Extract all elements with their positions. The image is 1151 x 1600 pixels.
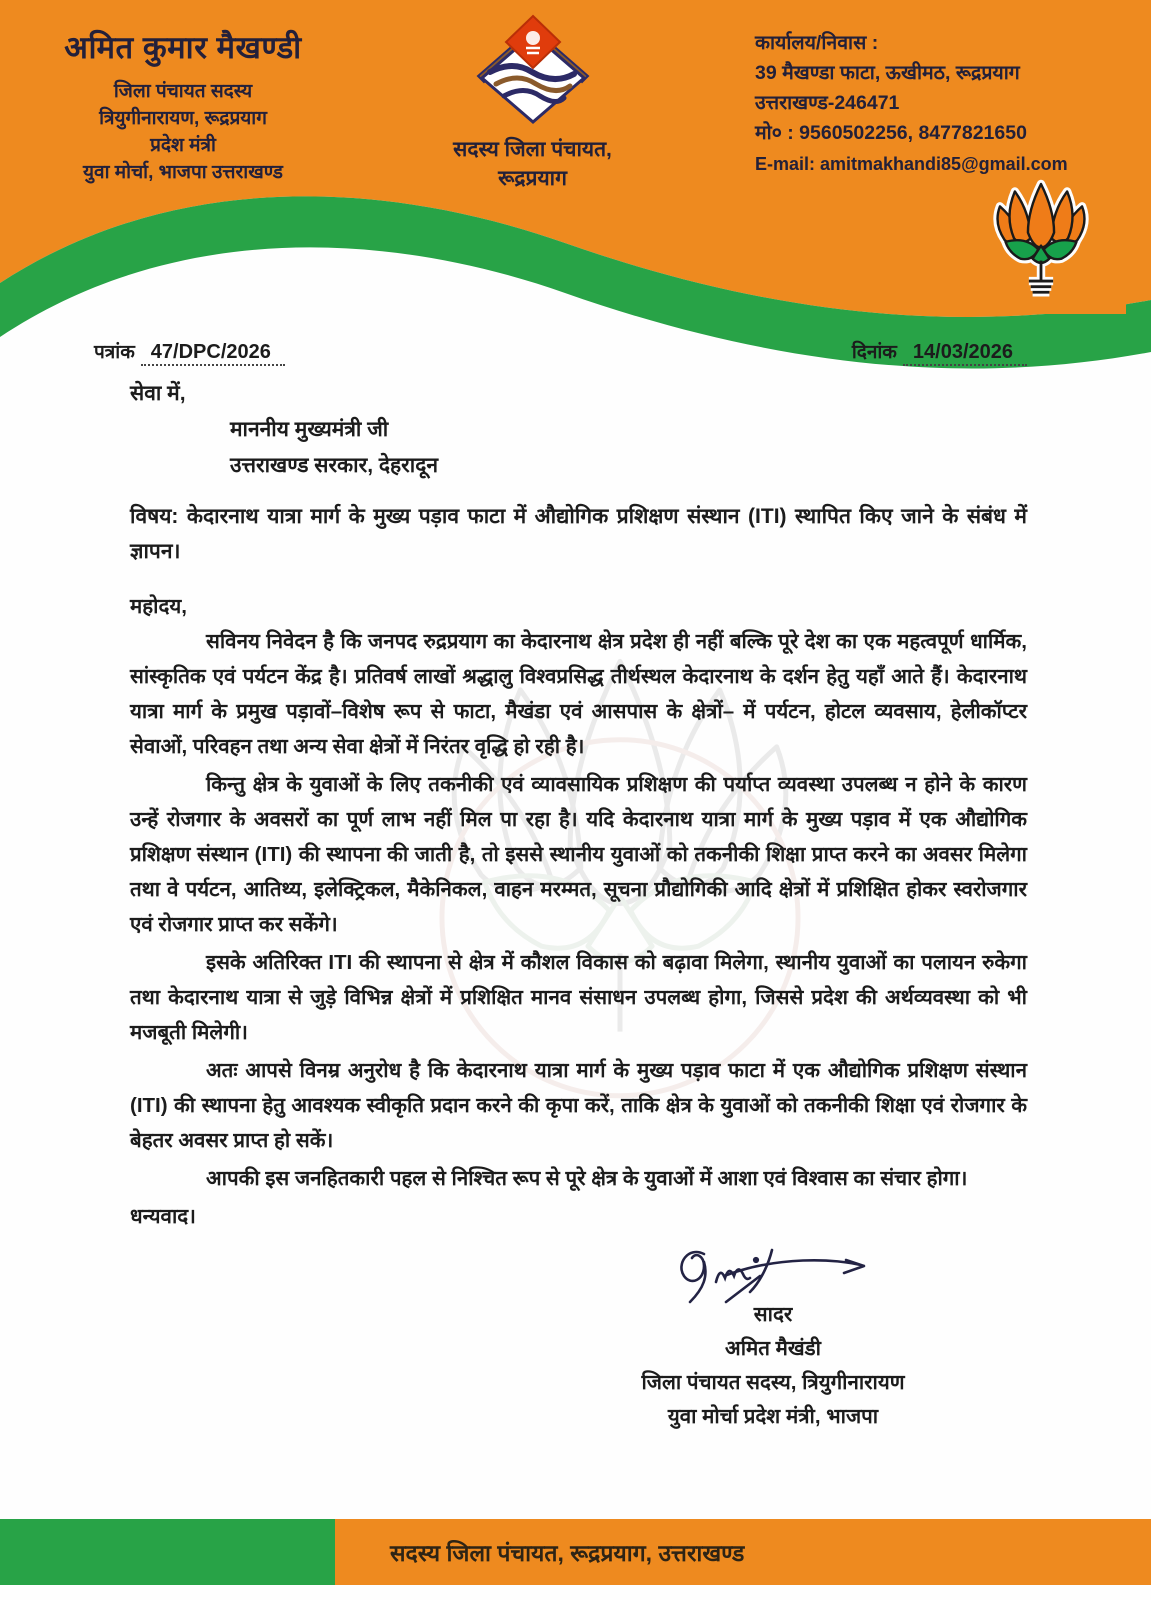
- footer-green-block: [0, 1519, 335, 1585]
- thanks-line: धन्यवाद।: [130, 1205, 196, 1228]
- handwritten-signature: [668, 1240, 878, 1306]
- sender-name: अमित कुमार मैखण्डी: [64, 30, 302, 65]
- sender-identity: [28, 26, 338, 186]
- sender-role-line: प्रदेश मंत्री: [150, 135, 216, 156]
- letter-number: [94, 338, 285, 364]
- contact-block: [755, 28, 1085, 175]
- emblem-caption: सदस्य जिला पंचायत,: [453, 138, 612, 161]
- mobile-numbers: मो० : 9560502256, 8477821650: [755, 122, 1027, 144]
- subject-line: विषय: केदारनाथ यात्रा मार्ग के मुख्य पड़ाव फाटा में औद्योगिक प्रशिक्षण संस्थान (ITI) स्थापित किए जाने के संबंध में ज्ञापन।: [130, 505, 1027, 563]
- paragraph: आपकी इस जनहितकारी पहल से निश्चित रूप से पूरे क्षेत्र के युवाओं में आशा एवं विश्वास का संचार होगा।: [206, 1167, 968, 1190]
- greeting: महोदय,: [130, 595, 187, 618]
- letter-number-label: पत्रांक: [94, 342, 135, 363]
- sender-role-line: त्रियुगीनारायण, रूद्रप्रयाग: [99, 108, 267, 129]
- paragraph: इसके अतिरिक्त ITI की स्थापना से क्षेत्र में कौशल विकास को बढ़ावा मिलेगा, स्थानीय युवाओं का पलायन रुकेगा तथा केदारनाथ यात्रा से जुड़े विभिन्न क्षेत्रों में प्रशिक्षित मानव संसाधन उपलब्ध होगा, जिससे प्रदेश की अर्थव्यवस्था को भी मजबूती मिलेगी।: [130, 951, 1027, 1044]
- recipient-line: माननीय मुख्यमंत्री जी: [230, 418, 389, 441]
- recipient-salutation: सेवा में,: [130, 382, 186, 405]
- office-label: कार्यालय/निवास :: [755, 32, 879, 54]
- office-address: उत्तराखण्ड-246471: [755, 92, 900, 114]
- closing-regards: सादर: [753, 1303, 793, 1326]
- header-emblem-block: [420, 14, 645, 193]
- signatory-designation: युवा मोर्चा प्रदेश मंत्री, भाजपा: [667, 1405, 879, 1428]
- reference-row: [94, 338, 1027, 364]
- signature-block: [608, 1240, 938, 1434]
- office-address: 39 मैखण्डा फाटा, ऊखीमठ, रूद्रप्रयाग: [755, 62, 1020, 84]
- footer-band: [0, 1519, 1151, 1585]
- footer-text: सदस्य जिला पंचायत, रूद्रप्रयाग, उत्तराखण्ड: [390, 1540, 745, 1566]
- emblem-caption: रूद्रप्रयाग: [498, 167, 567, 190]
- sender-role-line: जिला पंचायत सदस्य: [113, 81, 253, 102]
- signatory-designation: जिला पंचायत सदस्य, त्रियुगीनारायण: [641, 1371, 905, 1394]
- recipient-line: उत्तराखण्ड सरकार, देहरादून: [230, 454, 439, 477]
- paragraph: सविनय निवेदन है कि जनपद रुद्रप्रयाग का केदारनाथ क्षेत्र प्रदेश ही नहीं बल्कि पूरे देश का एक महत्वपूर्ण धार्मिक, सांस्कृतिक एवं पर्यटन केंद्र है। प्रतिवर्ष लाखों श्रद्धालु विश्वप्रसिद्ध तीर्थस्थल केदारनाथ के दर्शन हेतु यहाँ आते हैं। केदारनाथ यात्रा मार्ग के प्रमुख पड़ावों–विशेष रूप से फाटा, मैखंडा एवं आसपास के क्षेत्रों– में पर्यटन, होटल व्यवसाय, हेलीकॉप्टर सेवाओं, परिवहन तथा अन्य सेवा क्षेत्रों में निरंतर वृद्धि हो रही है।: [130, 630, 1027, 758]
- bjp-lotus-icon: [956, 166, 1126, 314]
- letter-body: [130, 589, 1027, 1234]
- letter-date: [852, 338, 1027, 364]
- paragraph: अतः आपसे विनम्र अनुरोध है कि केदारनाथ यात्रा मार्ग के मुख्य पड़ाव फाटा में एक औद्योगिक प्रशिक्षण संस्थान (ITI) की स्थापना हेतु आवश्यक स्वीकृति प्रदान करने की कृपा करें, ताकि क्षेत्र के युवाओं को तकनीकी शिक्षा एवं रोजगार के बेहतर अवसर प्राप्त हो सकें।: [130, 1059, 1027, 1152]
- sender-role-line: युवा मोर्चा, भाजपा उत्तराखण्ड: [83, 162, 283, 183]
- letter-number-value: 47/DPC/2026: [141, 341, 285, 366]
- email-address: E-mail: amitmakhandi85@gmail.com: [755, 154, 1068, 174]
- signatory-name: अमित मैखंडी: [725, 1337, 821, 1360]
- recipient-block: [130, 376, 1027, 484]
- uttarakhand-emblem-icon: [468, 14, 598, 126]
- paragraph: किन्तु क्षेत्र के युवाओं के लिए तकनीकी एवं व्यावसायिक प्रशिक्षण की पर्याप्त व्यवस्था उपलब्ध न होने के कारण उन्हें रोजगार के अवसरों का पूर्ण लाभ नहीं मिल पा रहा है। यदि केदारनाथ यात्रा मार्ग के मुख्य पड़ाव में एक औद्योगिक प्रशिक्षण संस्थान (ITI) की स्थापना की जाती है, तो इससे स्थानीय युवाओं को तकनीकी शिक्षा प्राप्त करने का अवसर मिलेगा तथा वे पर्यटन, आतिथ्य, इलेक्ट्रिकल, मैकेनिकल, वाहन मरम्मत, सूचना प्रौद्योगिकी आदि क्षेत्रों में प्रशिक्षित होकर स्वरोजगार एवं रोजगार प्राप्त कर सकेंगे।: [130, 773, 1027, 936]
- letter-date-label: दिनांक: [851, 342, 897, 363]
- letter-date-value: 14/03/2026: [903, 341, 1027, 366]
- letter-content: [94, 338, 1027, 1234]
